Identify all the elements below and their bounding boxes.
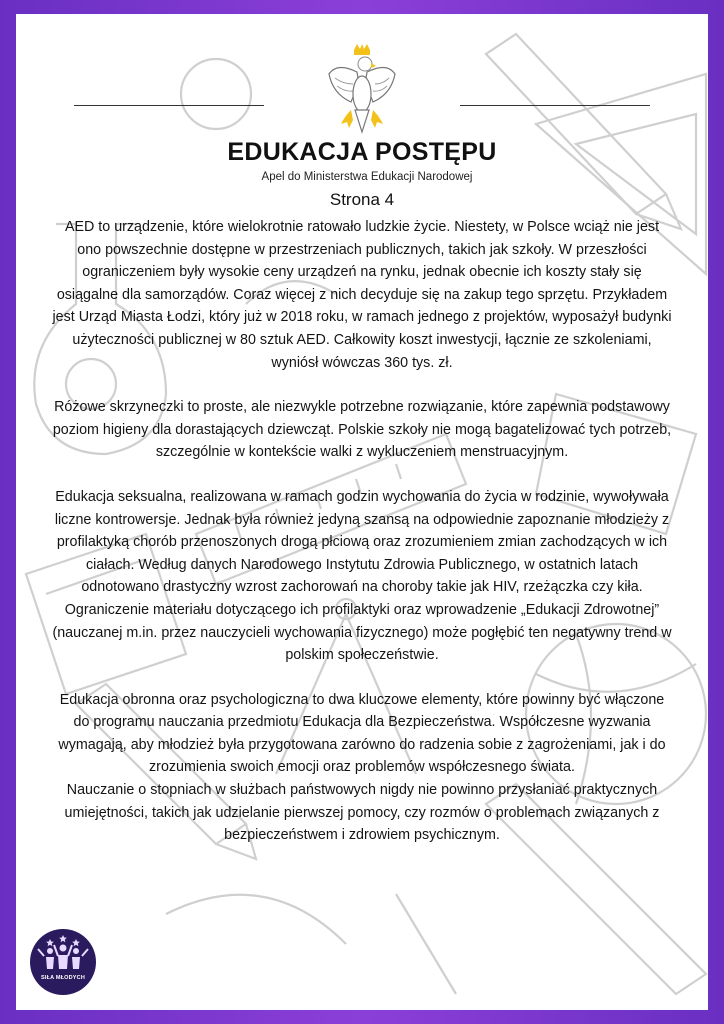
logo-text: SIŁA MŁODYCH — [40, 975, 86, 981]
paragraph-first-aid: Nauczanie o stopniach w służbach państwowych nigdy nie powinno przysłaniać praktycznych umiejętności, takich jak udzielanie pierwszej pomocy, czy rozmów o problemach związanych z bezpieczeństwem i zdrowiem psychicznym. — [64, 782, 660, 844]
header-rule-left — [74, 105, 264, 106]
body-text — [52, 216, 672, 869]
header-rule-right — [460, 105, 650, 106]
page-title: EDUKACJA POSTĘPU — [227, 138, 497, 166]
page-subtitle: Apel do Ministerstwa Edukacji Narodowej — [261, 171, 473, 183]
paragraph-aed: AED to urządzenie, które wielokrotnie ratowało ludzkie życie. Niestety, w Polsce wciąż nie jest ono powszechnie dostępne w przestrzeniach publicznych, takich jak szkoły. W przeszłości ograniczeniem były wysokie ceny urządzeń na rynku, jednak obecnie ich koszty stały się osiągalne dla samorządów. Coraz więcej z nich decyduje się na zakup tego sprzętu. Przykładem jest Urząd Miasta Łodzi, który już w 2018 roku, w ramach jednego z projektów, wyposażył budynki użyteczności publicznej w 80 sztuk AED. Całkowity koszt inwestycji, łącznie ze szkoleniami, wyniósł wówczas 360 tys. zł. — [52, 219, 672, 371]
paragraph-pink-boxes: Różowe skrzyneczki to proste, ale niezwykle potrzebne rozwiązanie, które zapewnia podstawowy poziom higieny dla dorastających dziewcząt. Polskie szkoły nie mogą bagatelizować tych potrzeb, szczególnie w kontekście walki z wykluczeniem menstruacyjnym. — [52, 399, 672, 461]
paragraph-defense-education: Edukacja obronna oraz psychologiczna to dwa kluczowe elementy, które powinny być włączone do programu nauczania przedmiotu Edukacja dla Bezpieczeństwa. Współczesne wyzwania wymagają, aby młodzież była przygotowana zarówno do radzenia sobie z zagrożeniami, jak i do zrozumienia swoich emocji oraz problemów współczesnego świata. — [58, 691, 666, 776]
document-page — [16, 14, 708, 1010]
people-stars-icon — [30, 929, 96, 975]
polish-eagle-icon — [327, 44, 397, 144]
sila-mlodych-logo — [30, 929, 96, 995]
page-number-label: Strona 4 — [329, 190, 395, 209]
paragraph-sex-education: Edukacja seksualna, realizowana w ramach godzin wychowania do życia w rodzinie, wywoływała liczne kontrowersje. Jednak była również jedyną szansą na odpowiednie zapoznanie młodzieży z profilaktyką chorób przenoszonych drogą płciową oraz zrozumieniem zmian zachodzących w ich ciałach. Według danych Narodowego Instytutu Zdrowia Publicznego, w ostatnich latach odnotowano drastyczny wzrost zachorowań na choroby takie jak HIV, rzeżączka czy kiła. Ograniczenie materiału dotyczącego ich profilaktyki oraz wprowadzenie „Edukacji Zdrowotnej” (nauczanej m.in. przez nauczycieli wychowania fizycznego) może pogłębić ten negatywny trend w polskim społeczeństwie. — [52, 488, 672, 664]
